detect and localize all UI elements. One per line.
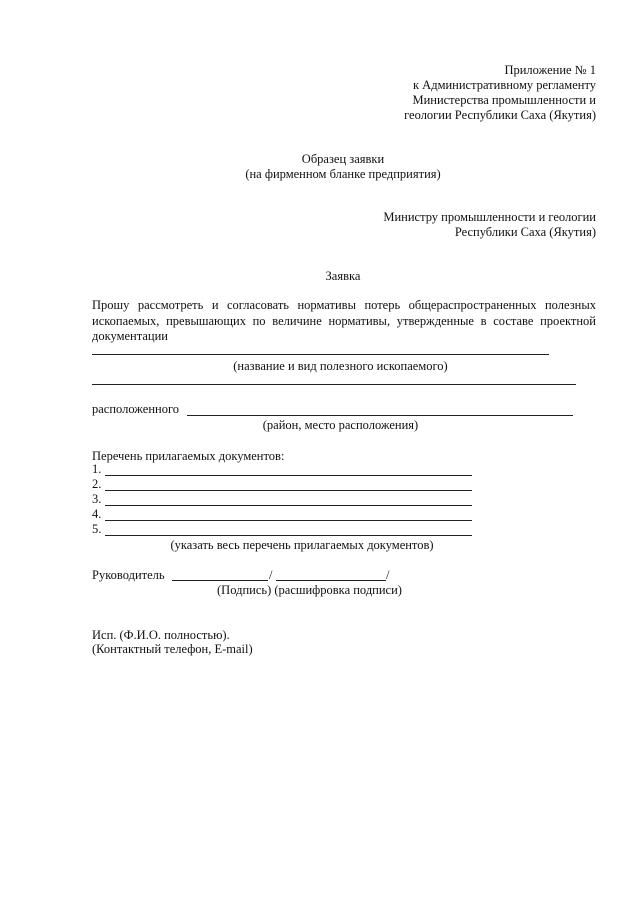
document-heading: Заявка [325,269,361,283]
mineral-extra-line[interactable] [92,384,576,385]
documents-title: Перечень прилагаемых документов: [92,449,285,463]
document-item-number-5: 5. [92,522,102,536]
signature-label: Руководитель [92,568,165,582]
signature-line[interactable] [172,580,268,581]
document-item-number-3: 3. [92,492,102,506]
document-item-number-2: 2. [92,477,102,491]
appendix-line-4: геологии Республики Саха (Якутия) [404,108,596,122]
mineral-hint: (название и вид полезного ископаемого) [233,359,448,373]
contact-line: (Контактный телефон, E-mail) [92,642,253,656]
location-label: расположенного [92,402,180,416]
document-item-line-1[interactable] [105,475,472,476]
document-item-number-4: 4. [92,507,102,521]
signature-hint: (Подпись) (расшифровка подписи) [217,583,402,597]
sample-title: Образец заявки [301,152,385,166]
documents-hint: (указать весь перечень прилагаемых документов) [170,538,434,552]
addressee-line-2: Республики Саха (Якутия) [454,225,596,239]
document-item-line-3[interactable] [105,505,472,506]
document-item-line-5[interactable] [105,535,472,536]
location-hint: (район, место расположения) [262,418,419,432]
executor-line: Исп. (Ф.И.О. полностью). [92,628,230,642]
appendix-line-2: к Административному регламенту [412,78,596,92]
signature-decryption-line[interactable] [276,580,386,581]
mineral-name-line[interactable] [92,354,549,355]
addressee-line-1: Министру промышленности и геологии [383,210,596,224]
document-item-number-1: 1. [92,462,102,476]
location-line[interactable] [187,415,573,416]
sample-subtitle: (на фирменном бланке предприятия) [245,167,441,181]
request-paragraph: Прошу рассмотреть и согласовать нормативы потерь общераспространенных полезных ископаемых, превышающих по величине нормативы, утвержденные в составе проектной документации [92,298,596,343]
appendix-line-1: Приложение № 1 [504,63,596,77]
document-item-line-4[interactable] [105,520,472,521]
signature-separator-2: / [386,568,390,582]
signature-separator-1: / [269,568,273,582]
document-item-line-2[interactable] [105,490,472,491]
appendix-line-3: Министерства промышленности и [412,93,596,107]
